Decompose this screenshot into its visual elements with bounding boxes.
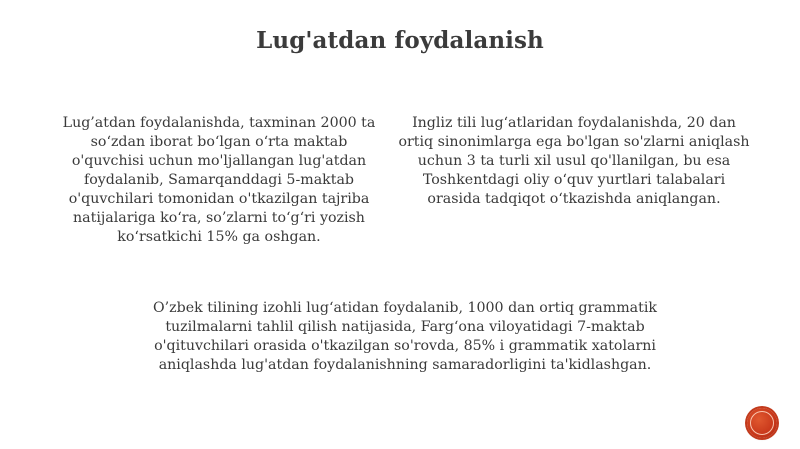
paragraph-line: ko‘rsatkichi 15% ga oshgan. xyxy=(117,229,321,245)
paragraph-line: aniqlashda lug'atdan foydalanishning samaradorligini ta'kidlashgan. xyxy=(158,357,652,373)
paragraph-grammar-study xyxy=(128,299,682,375)
paragraph-line: Toshkentdagi oliy o‘quv yurtlari talabalari xyxy=(422,172,726,188)
paragraph-spelling-study xyxy=(58,114,380,247)
paragraph-line: tuzilmalarni tahlil qilish natijasida, Farg‘ona viloyatidagi 7-maktab xyxy=(165,319,645,335)
paragraph-line: foydalanib, Samarqanddagi 5-maktab xyxy=(84,172,354,188)
paragraph-line: O’zbek tilining izohli lug‘atidan foydalanib, 1000 dan ortiq grammatik xyxy=(153,300,657,316)
paragraph-line: o'quvchilari tomonidan o'tkazilgan tajriba xyxy=(68,191,370,207)
slide-nav-button[interactable] xyxy=(747,408,777,438)
paragraph-line: ortiq sinonimlarga ega bo'lgan so'zlarni aniqlash xyxy=(398,134,750,150)
paragraph-synonyms-study xyxy=(392,114,756,209)
paragraph-line: o'qituvchilari orasida o'tkazilgan so'rovda, 85% i grammatik xatolarni xyxy=(154,338,656,354)
slide-title: Lug'atdan foydalanish xyxy=(256,27,544,54)
paragraph-line: o'quvchisi uchun mo'ljallangan lug'atdan xyxy=(71,153,367,169)
paragraph-line: natijalariga ko‘ra, so’zlarni to‘g‘ri yozish xyxy=(73,210,365,226)
paragraph-line: so‘zdan iborat bo‘lgan o‘rta maktab xyxy=(90,134,348,150)
circle-nav-icon xyxy=(750,411,774,435)
paragraph-line: Lug’atdan foydalanishda, taxminan 2000 ta xyxy=(62,115,376,131)
paragraph-line: orasida tadqiqot o‘tkazishda aniqlangan. xyxy=(427,191,721,207)
paragraph-line: Ingliz tili lug‘atlaridan foydalanishda, 20 dan xyxy=(412,115,736,131)
paragraph-line: uchun 3 ta turli xil usul qo'llanilgan, bu esa xyxy=(417,153,731,169)
